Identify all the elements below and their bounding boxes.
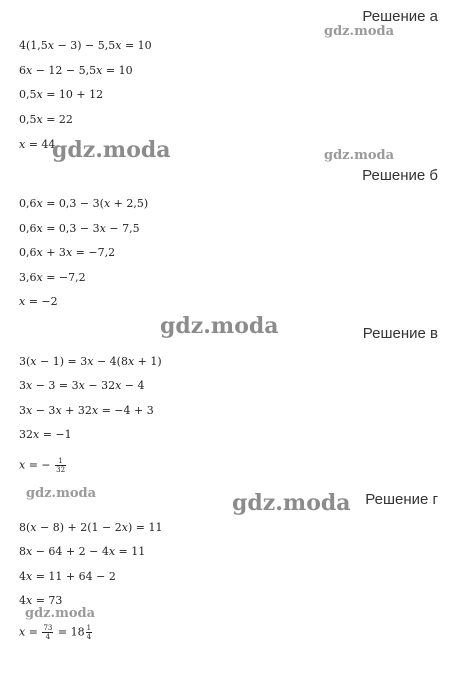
section-v-final	[19, 457, 67, 474]
section-g-final-lhs: x =	[19, 625, 38, 639]
section-a-line-2: 6x − 12 − 5,5x = 10	[19, 64, 133, 77]
section-b-heading: Решение б	[362, 167, 438, 184]
section-g-line-1: 8(x − 8) + 2(1 − 2x) = 11	[19, 521, 163, 534]
section-a-line-3: 0,5x = 10 + 12	[19, 88, 104, 101]
section-v-line-3: 3x − 3x + 32x = −4 + 3	[19, 404, 154, 417]
section-b-line-2: 0,6x = 0,3 − 3x − 7,5	[19, 222, 140, 235]
watermark: gdz.moda	[160, 313, 279, 339]
section-b-line-1: 0,6x = 0,3 − 3(x + 2,5)	[19, 197, 149, 210]
section-b-line-4: 3,6x = −7,2	[19, 271, 86, 284]
watermark: gdz.moda	[25, 606, 96, 621]
section-b-line-5: x = −2	[19, 295, 58, 308]
section-v-line-2: 3x − 3 = 3x − 32x − 4	[19, 379, 145, 392]
fraction-numerator: 73	[43, 624, 53, 632]
watermark: gdz.moda	[324, 24, 395, 39]
section-g-final	[19, 624, 93, 641]
section-a-line-5: x = 44	[19, 138, 56, 151]
section-a-line-4: 0,5x = 22	[19, 113, 73, 126]
fraction-numerator: 1	[55, 457, 66, 466]
mixed-fraction	[86, 624, 92, 641]
watermark: gdz.moda	[52, 137, 171, 163]
mixed-fraction-denominator: 4	[86, 633, 92, 641]
fraction-denominator: 32	[56, 466, 66, 474]
section-a-heading: Решение а	[362, 8, 438, 25]
section-g-line-4: 4x = 73	[19, 594, 63, 607]
section-v-line-1: 3(x − 1) = 3x − 4(8x + 1)	[19, 355, 162, 368]
section-a-line-1: 4(1,5x − 3) − 5,5x = 10	[19, 39, 152, 52]
section-g-line-2: 8x − 64 + 2 − 4x = 11	[19, 545, 146, 558]
watermark: gdz.moda	[324, 148, 395, 163]
section-v-line-4: 32x = −1	[19, 428, 72, 441]
section-v-heading: Решение в	[362, 325, 438, 342]
watermark: gdz.moda	[232, 490, 351, 516]
mixed-fraction-numerator: 1	[86, 624, 92, 632]
section-v-final-lhs: x = −	[19, 458, 51, 472]
section-g-final-mid: = 18	[57, 625, 85, 639]
fraction-denominator: 4	[45, 633, 51, 641]
watermark: gdz.moda	[26, 486, 97, 501]
section-g-heading: Решение г	[365, 491, 438, 508]
section-g-line-3: 4x = 11 + 64 − 2	[19, 570, 116, 583]
fraction	[55, 457, 66, 474]
fraction	[42, 624, 53, 641]
section-b-line-3: 0,6x + 3x = −7,2	[19, 246, 116, 259]
